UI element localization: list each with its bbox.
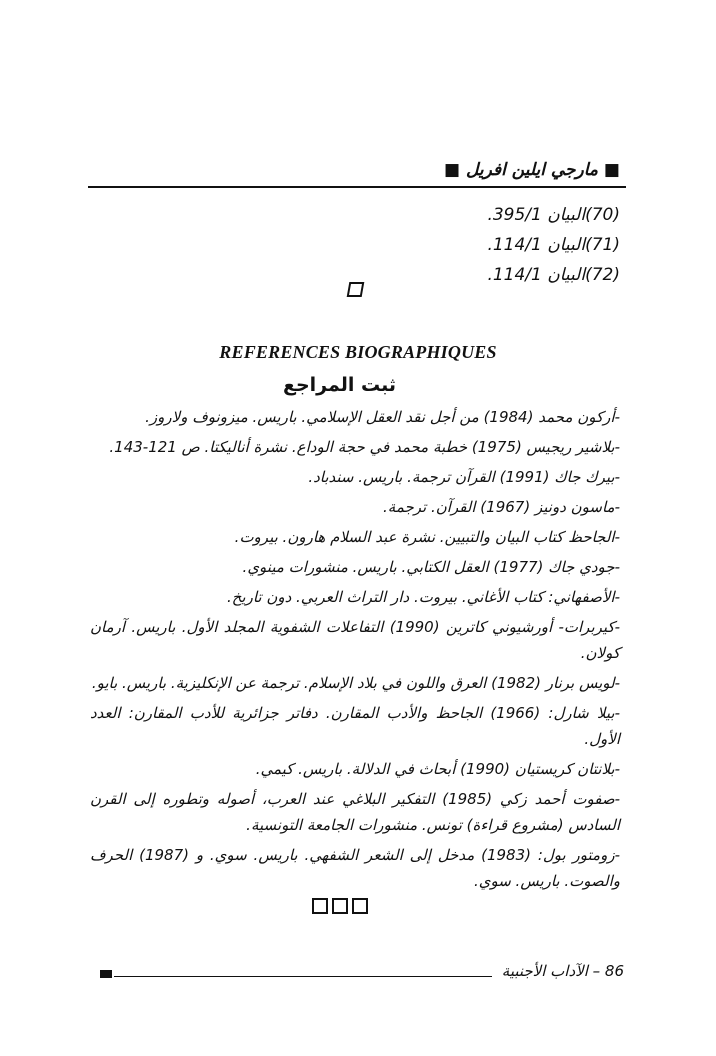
reference-item: -أركون محمد (1984) من أجل نقد العقل الإسلامي. باريس. ميزونوف ولاروز.	[145, 408, 620, 426]
square-icon	[352, 898, 368, 914]
square-icon	[312, 898, 328, 914]
reference-item: -لويس برنار (1982) العرق واللون في بلاد الإسلام. ترجمة عن الإنكليزية. باريس. بايو.	[91, 674, 620, 692]
end-squares	[312, 898, 368, 914]
references-title: REFERENCES BIOGRAPHIQUES	[219, 342, 497, 362]
reference-item: -الجاحظ كتاب البيان والتبيين. نشرة عبد السلام هارون. بيروت.	[234, 528, 620, 546]
endnote-70: (70)البيان 395/1.	[487, 205, 620, 225]
running-header: ■ مارجي ايلين افريل ■	[444, 160, 620, 180]
footer-block-icon	[100, 970, 112, 978]
reference-item: -بلانتان كريستيان (1990) أبحاث في الدلالة. باريس. كيمي.	[255, 760, 620, 778]
footer-rule	[114, 976, 492, 977]
endnote-72: (72)البيان 114/1.	[487, 265, 620, 285]
reference-item: -صفوت أحمد زكي (1985) التفكير البلاغي عند العرب، أصوله وتطوره إلى القرن السادس (مشروع قراءة) تونس. منشورات الجامعة التونسية.	[90, 790, 620, 834]
reference-item: -بيلا شارل: (1966) الجاحظ والأدب المقارن. دفاتر جزائرية للأدب المقارن: العدد الأول.	[90, 704, 620, 748]
endnotes	[120, 200, 620, 290]
endnote-71: (71)البيان 114/1.	[487, 235, 620, 255]
reference-item: -ماسون دونيز (1967) القرآن. ترجمة.	[383, 498, 620, 516]
reference-item: -بلاشير ريجيس (1975) خطبة محمد في حجة الوداع. نشرة أناليكتا. ص 121-143.	[109, 438, 620, 456]
reference-item: -كيربرات- أورشيوني كاترين (1990) التفاعلات الشفوية المجلد الأول. باريس. آرمان كولان.	[90, 618, 620, 662]
reference-item: -بيرك جاك (1991) القرآن ترجمة. باريس. سندباد.	[308, 468, 620, 486]
reference-item: -الأصفهاني: كتاب الأغاني. بيروت. دار التراث العربي. دون تاريخ.	[226, 588, 620, 606]
reference-item: -زومتور بول: (1983) مدخل إلى الشعر الشفهي. باريس. سوي. و (1987) الحرف والصوت. باريس. سوي.	[90, 846, 620, 890]
square-icon	[332, 898, 348, 914]
page-footer: 86 – الآداب الأجنبية	[501, 962, 624, 980]
header-rule	[88, 186, 626, 188]
section-end-square-icon	[347, 282, 365, 297]
references-list	[90, 404, 620, 898]
reference-item: -جودي جاك (1977) العقل الكتابي. باريس. منشورات مينوي.	[242, 558, 620, 576]
references-title-arabic: ثبت المراجع	[282, 374, 396, 396]
